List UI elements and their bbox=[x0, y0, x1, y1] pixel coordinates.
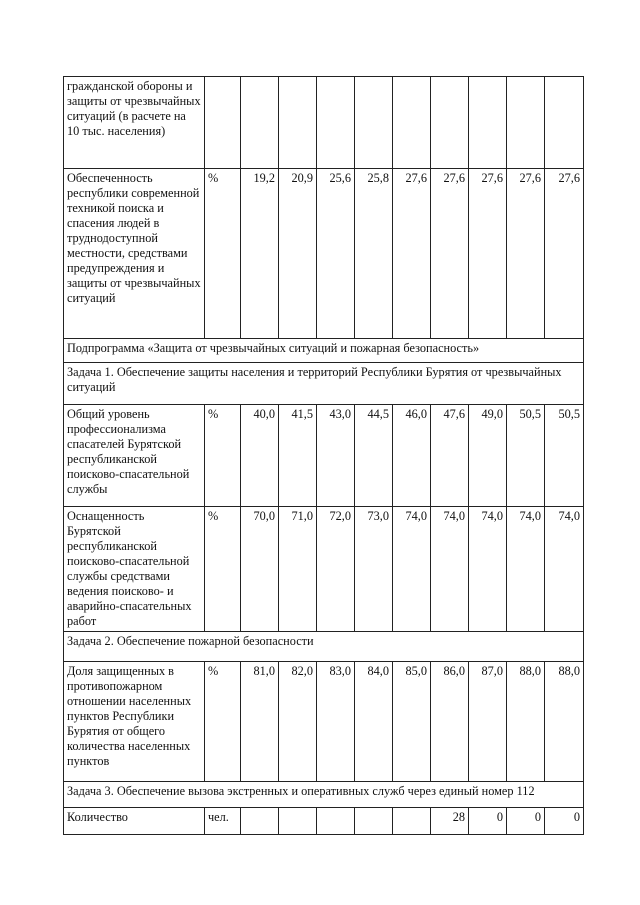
value-cell bbox=[355, 808, 393, 835]
section-header-row bbox=[64, 782, 584, 808]
value-cell: 27,6 bbox=[545, 169, 584, 339]
section-title: Задача 2. Обеспечение пожарной безопасности bbox=[64, 632, 584, 662]
value-cell: 41,5 bbox=[279, 405, 317, 507]
value-cell: 25,6 bbox=[317, 169, 355, 339]
value-cell bbox=[469, 77, 507, 169]
indicator-name: Оснащенность Бурятской республиканской поисково-спасательной службы средствами ведения поисково- и аварийно-спасательных работ bbox=[64, 507, 205, 632]
section-header-row bbox=[64, 339, 584, 363]
value-cell: 83,0 bbox=[317, 662, 355, 782]
value-cell bbox=[279, 77, 317, 169]
value-cell: 74,0 bbox=[431, 507, 469, 632]
value-cell: 0 bbox=[507, 808, 545, 835]
value-cell: 82,0 bbox=[279, 662, 317, 782]
table-body bbox=[64, 77, 584, 835]
indicator-row bbox=[64, 405, 584, 507]
indicator-row bbox=[64, 169, 584, 339]
indicator-name: Количество bbox=[64, 808, 205, 835]
value-cell: 20,9 bbox=[279, 169, 317, 339]
unit-cell: % bbox=[205, 405, 241, 507]
indicator-name: гражданской обороны и защиты от чрезвычайных ситуаций (в расчете на 10 тыс. населения) bbox=[64, 77, 205, 169]
value-cell: 47,6 bbox=[431, 405, 469, 507]
value-cell: 88,0 bbox=[545, 662, 584, 782]
value-cell bbox=[317, 808, 355, 835]
unit-cell: чел. bbox=[205, 808, 241, 835]
value-cell: 46,0 bbox=[393, 405, 431, 507]
section-title: Подпрограмма «Защита от чрезвычайных ситуаций и пожарная безопасность» bbox=[64, 339, 584, 363]
value-cell: 86,0 bbox=[431, 662, 469, 782]
indicator-table bbox=[63, 76, 584, 835]
value-cell bbox=[507, 77, 545, 169]
value-cell: 27,6 bbox=[469, 169, 507, 339]
value-cell: 87,0 bbox=[469, 662, 507, 782]
indicator-row bbox=[64, 77, 584, 169]
value-cell: 0 bbox=[469, 808, 507, 835]
unit-cell: % bbox=[205, 169, 241, 339]
section-title: Задача 1. Обеспечение защиты населения и территорий Республики Бурятия от чрезвычайных ситуаций bbox=[64, 363, 584, 405]
unit-cell bbox=[205, 77, 241, 169]
value-cell bbox=[393, 808, 431, 835]
value-cell: 27,6 bbox=[431, 169, 469, 339]
value-cell bbox=[317, 77, 355, 169]
value-cell: 74,0 bbox=[545, 507, 584, 632]
indicator-row bbox=[64, 507, 584, 632]
section-title: Задача 3. Обеспечение вызова экстренных и оперативных служб через единый номер 112 bbox=[64, 782, 584, 808]
value-cell bbox=[545, 77, 584, 169]
value-cell bbox=[241, 808, 279, 835]
value-cell: 71,0 bbox=[279, 507, 317, 632]
value-cell: 81,0 bbox=[241, 662, 279, 782]
value-cell bbox=[355, 77, 393, 169]
value-cell: 25,8 bbox=[355, 169, 393, 339]
value-cell bbox=[241, 77, 279, 169]
value-cell: 19,2 bbox=[241, 169, 279, 339]
value-cell: 27,6 bbox=[507, 169, 545, 339]
value-cell: 50,5 bbox=[545, 405, 584, 507]
section-header-row bbox=[64, 363, 584, 405]
value-cell: 72,0 bbox=[317, 507, 355, 632]
value-cell: 44,5 bbox=[355, 405, 393, 507]
value-cell: 40,0 bbox=[241, 405, 279, 507]
value-cell: 0 bbox=[545, 808, 584, 835]
value-cell: 85,0 bbox=[393, 662, 431, 782]
value-cell bbox=[279, 808, 317, 835]
indicator-name: Общий уровень профессионализма спасателей Бурятской республиканской поисково-спасательной службы bbox=[64, 405, 205, 507]
value-cell bbox=[431, 77, 469, 169]
value-cell bbox=[393, 77, 431, 169]
value-cell: 88,0 bbox=[507, 662, 545, 782]
value-cell: 28 bbox=[431, 808, 469, 835]
value-cell: 74,0 bbox=[469, 507, 507, 632]
value-cell: 43,0 bbox=[317, 405, 355, 507]
section-header-row bbox=[64, 632, 584, 662]
value-cell: 50,5 bbox=[507, 405, 545, 507]
value-cell: 49,0 bbox=[469, 405, 507, 507]
value-cell: 84,0 bbox=[355, 662, 393, 782]
unit-cell: % bbox=[205, 507, 241, 632]
unit-cell: % bbox=[205, 662, 241, 782]
value-cell: 70,0 bbox=[241, 507, 279, 632]
indicator-name: Доля защищенных в противопожарном отношении населенных пунктов Республики Бурятия от общего количества населенных пунктов bbox=[64, 662, 205, 782]
indicator-row bbox=[64, 808, 584, 835]
value-cell: 74,0 bbox=[507, 507, 545, 632]
indicator-name: Обеспеченность республики современной техникой поиска и спасения людей в труднодоступной местности, средствами предупреждения и защиты от чрезвычайных ситуаций bbox=[64, 169, 205, 339]
indicator-row bbox=[64, 662, 584, 782]
value-cell: 74,0 bbox=[393, 507, 431, 632]
value-cell: 27,6 bbox=[393, 169, 431, 339]
value-cell: 73,0 bbox=[355, 507, 393, 632]
